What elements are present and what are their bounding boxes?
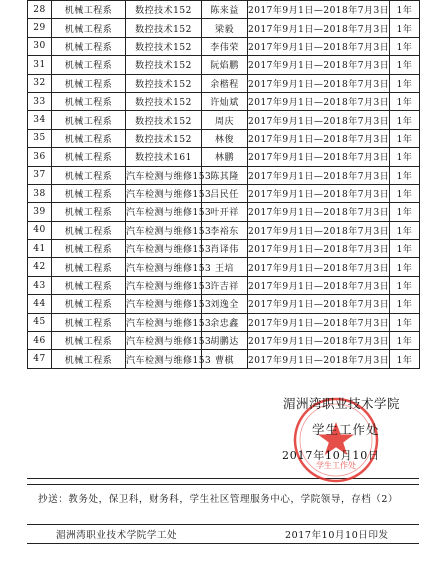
cell-period: 2017年9月1日—2018年7月3日 <box>248 203 390 221</box>
cell-class: 汽车检测与维修153 <box>126 258 202 276</box>
cell-no: 29 <box>28 19 52 37</box>
cell-period: 2017年9月1日—2018年7月3日 <box>248 1 390 19</box>
table-row <box>28 276 420 294</box>
cell-name: 胡鹏达 <box>202 332 248 350</box>
cell-dept: 机械工程系 <box>52 37 126 55</box>
table-row <box>28 129 420 147</box>
cell-name: 李伟荣 <box>202 37 248 55</box>
cell-term: 1年 <box>390 295 420 313</box>
cell-dept: 机械工程系 <box>52 166 126 184</box>
table-row <box>28 111 420 129</box>
cell-class: 数控技术152 <box>126 92 202 110</box>
cell-period: 2017年9月1日—2018年7月3日 <box>248 184 390 202</box>
table-row <box>28 258 420 276</box>
cell-class: 数控技术152 <box>126 56 202 74</box>
cell-term: 1年 <box>390 92 420 110</box>
cell-name: 林鹏 <box>202 148 248 166</box>
table-row <box>28 221 420 239</box>
cell-class: 汽车检测与维修153 <box>126 203 202 221</box>
cell-term: 1年 <box>390 166 420 184</box>
cell-term: 1年 <box>390 258 420 276</box>
cell-name: 陈其隆 <box>202 166 248 184</box>
cell-period: 2017年9月1日—2018年7月3日 <box>248 37 390 55</box>
cell-name: 吕民任 <box>202 184 248 202</box>
cell-name: 曹棋 <box>202 350 248 368</box>
cell-term: 1年 <box>390 56 420 74</box>
cell-dept: 机械工程系 <box>52 332 126 350</box>
cell-dept: 机械工程系 <box>52 19 126 37</box>
cell-term: 1年 <box>390 148 420 166</box>
table-row <box>28 313 420 331</box>
cell-name: 阮焰鹏 <box>202 56 248 74</box>
seal-text: 学生工作处 <box>316 461 356 470</box>
cell-name: 许灿斌 <box>202 92 248 110</box>
cell-class: 汽车检测与维修153 <box>126 350 202 368</box>
cell-no: 38 <box>28 184 52 202</box>
cell-term: 1年 <box>390 350 420 368</box>
cell-class: 汽车检测与维修153 <box>126 332 202 350</box>
cell-no: 37 <box>28 166 52 184</box>
cell-name: 刘逸全 <box>202 295 248 313</box>
cell-no: 42 <box>28 258 52 276</box>
table-row <box>28 74 420 92</box>
table-row <box>28 148 420 166</box>
footer-issuer: 湄洲湾职业技术学院学工处 <box>56 530 178 541</box>
cell-period: 2017年9月1日—2018年7月3日 <box>248 19 390 37</box>
cell-no: 28 <box>28 1 52 19</box>
cell-name: 梁毅 <box>202 19 248 37</box>
cell-dept: 机械工程系 <box>52 276 126 294</box>
roster-body <box>28 1 420 369</box>
cell-name: 林俊 <box>202 129 248 147</box>
cell-no: 32 <box>28 74 52 92</box>
cell-dept: 机械工程系 <box>52 203 126 221</box>
cell-no: 45 <box>28 313 52 331</box>
cell-class: 数控技术161 <box>126 148 202 166</box>
cell-dept: 机械工程系 <box>52 111 126 129</box>
cell-class: 汽车检测与维修153 <box>126 221 202 239</box>
footer-mid-rule <box>27 524 419 525</box>
cell-class: 数控技术152 <box>126 111 202 129</box>
table-row <box>28 56 420 74</box>
cell-dept: 机械工程系 <box>52 221 126 239</box>
cell-name: 叶开祥 <box>202 203 248 221</box>
cell-dept: 机械工程系 <box>52 92 126 110</box>
cell-period: 2017年9月1日—2018年7月3日 <box>248 166 390 184</box>
cell-period: 2017年9月1日—2018年7月3日 <box>248 92 390 110</box>
table-row <box>28 203 420 221</box>
table-row <box>28 166 420 184</box>
cell-no: 46 <box>28 332 52 350</box>
cell-class: 数控技术152 <box>126 74 202 92</box>
cell-dept: 机械工程系 <box>52 1 126 19</box>
cell-name: 李裕东 <box>202 221 248 239</box>
cell-class: 汽车检测与维修153 <box>126 166 202 184</box>
cell-term: 1年 <box>390 313 420 331</box>
cell-period: 2017年9月1日—2018年7月3日 <box>248 350 390 368</box>
cell-class: 汽车检测与维修153 <box>126 184 202 202</box>
footer-top-rule <box>27 484 419 485</box>
roster-table <box>27 0 420 369</box>
cell-no: 40 <box>28 221 52 239</box>
cell-class: 汽车检测与维修153 <box>126 313 202 331</box>
cell-no: 36 <box>28 148 52 166</box>
cell-period: 2017年9月1日—2018年7月3日 <box>248 221 390 239</box>
cell-period: 2017年9月1日—2018年7月3日 <box>248 129 390 147</box>
table-row <box>28 350 420 368</box>
cell-period: 2017年9月1日—2018年7月3日 <box>248 332 390 350</box>
cell-class: 数控技术152 <box>126 19 202 37</box>
footer-bottom-rule <box>27 543 419 544</box>
cell-no: 39 <box>28 203 52 221</box>
cell-term: 1年 <box>390 184 420 202</box>
cell-term: 1年 <box>390 332 420 350</box>
cell-class: 汽车检测与维修153 <box>126 240 202 258</box>
table-row <box>28 184 420 202</box>
cell-term: 1年 <box>390 1 420 19</box>
table-row <box>28 92 420 110</box>
cell-dept: 机械工程系 <box>52 129 126 147</box>
cell-class: 汽车检测与维修153 <box>126 276 202 294</box>
issuer-dept: 学生工作处 <box>312 422 380 437</box>
cell-no: 31 <box>28 56 52 74</box>
cell-name: 周庆 <box>202 111 248 129</box>
issuer-org: 湄洲湾职业技术学院 <box>283 396 401 411</box>
cell-period: 2017年9月1日—2018年7月3日 <box>248 74 390 92</box>
cell-no: 34 <box>28 111 52 129</box>
cell-dept: 机械工程系 <box>52 148 126 166</box>
table-row <box>28 19 420 37</box>
cell-term: 1年 <box>390 37 420 55</box>
cell-dept: 机械工程系 <box>52 184 126 202</box>
cell-no: 44 <box>28 295 52 313</box>
cell-name: 王培 <box>202 258 248 276</box>
cell-period: 2017年9月1日—2018年7月3日 <box>248 240 390 258</box>
table-row <box>28 332 420 350</box>
cell-term: 1年 <box>390 276 420 294</box>
cell-class: 数控技术152 <box>126 37 202 55</box>
cell-class: 数控技术152 <box>126 1 202 19</box>
cell-dept: 机械工程系 <box>52 295 126 313</box>
cell-no: 35 <box>28 129 52 147</box>
cell-period: 2017年9月1日—2018年7月3日 <box>248 56 390 74</box>
cell-name: 余忠鑫 <box>202 313 248 331</box>
cell-term: 1年 <box>390 111 420 129</box>
cell-period: 2017年9月1日—2018年7月3日 <box>248 148 390 166</box>
cell-term: 1年 <box>390 240 420 258</box>
cell-dept: 机械工程系 <box>52 313 126 331</box>
cc-list: 抄送：教务处，保卫科，财务科，学生社区管理服务中心，学院领导，存档（2） <box>38 494 399 505</box>
cell-period: 2017年9月1日—2018年7月3日 <box>248 111 390 129</box>
cell-term: 1年 <box>390 221 420 239</box>
cell-period: 2017年9月1日—2018年7月3日 <box>248 295 390 313</box>
cell-term: 1年 <box>390 19 420 37</box>
cell-dept: 机械工程系 <box>52 240 126 258</box>
cell-name: 许吉祥 <box>202 276 248 294</box>
cell-name: 余楷程 <box>202 74 248 92</box>
table-row <box>28 1 420 19</box>
cell-no: 41 <box>28 240 52 258</box>
issue-date: 2017年10月10日 <box>282 449 380 462</box>
table-row <box>28 295 420 313</box>
cell-dept: 机械工程系 <box>52 56 126 74</box>
cell-no: 43 <box>28 276 52 294</box>
cell-dept: 机械工程系 <box>52 258 126 276</box>
cell-dept: 机械工程系 <box>52 350 126 368</box>
table-row <box>28 240 420 258</box>
cell-period: 2017年9月1日—2018年7月3日 <box>248 276 390 294</box>
cell-dept: 机械工程系 <box>52 74 126 92</box>
cell-class: 数控技术152 <box>126 129 202 147</box>
cell-term: 1年 <box>390 129 420 147</box>
cell-no: 47 <box>28 350 52 368</box>
cell-no: 33 <box>28 92 52 110</box>
cell-no: 30 <box>28 37 52 55</box>
cell-name: 肖译伟 <box>202 240 248 258</box>
footer-print-date: 2017年10月10日印发 <box>285 530 389 541</box>
cell-period: 2017年9月1日—2018年7月3日 <box>248 258 390 276</box>
cell-class: 汽车检测与维修153 <box>126 295 202 313</box>
cell-term: 1年 <box>390 203 420 221</box>
cell-period: 2017年9月1日—2018年7月3日 <box>248 313 390 331</box>
cell-term: 1年 <box>390 74 420 92</box>
table-row <box>28 37 420 55</box>
cell-name: 陈来益 <box>202 1 248 19</box>
